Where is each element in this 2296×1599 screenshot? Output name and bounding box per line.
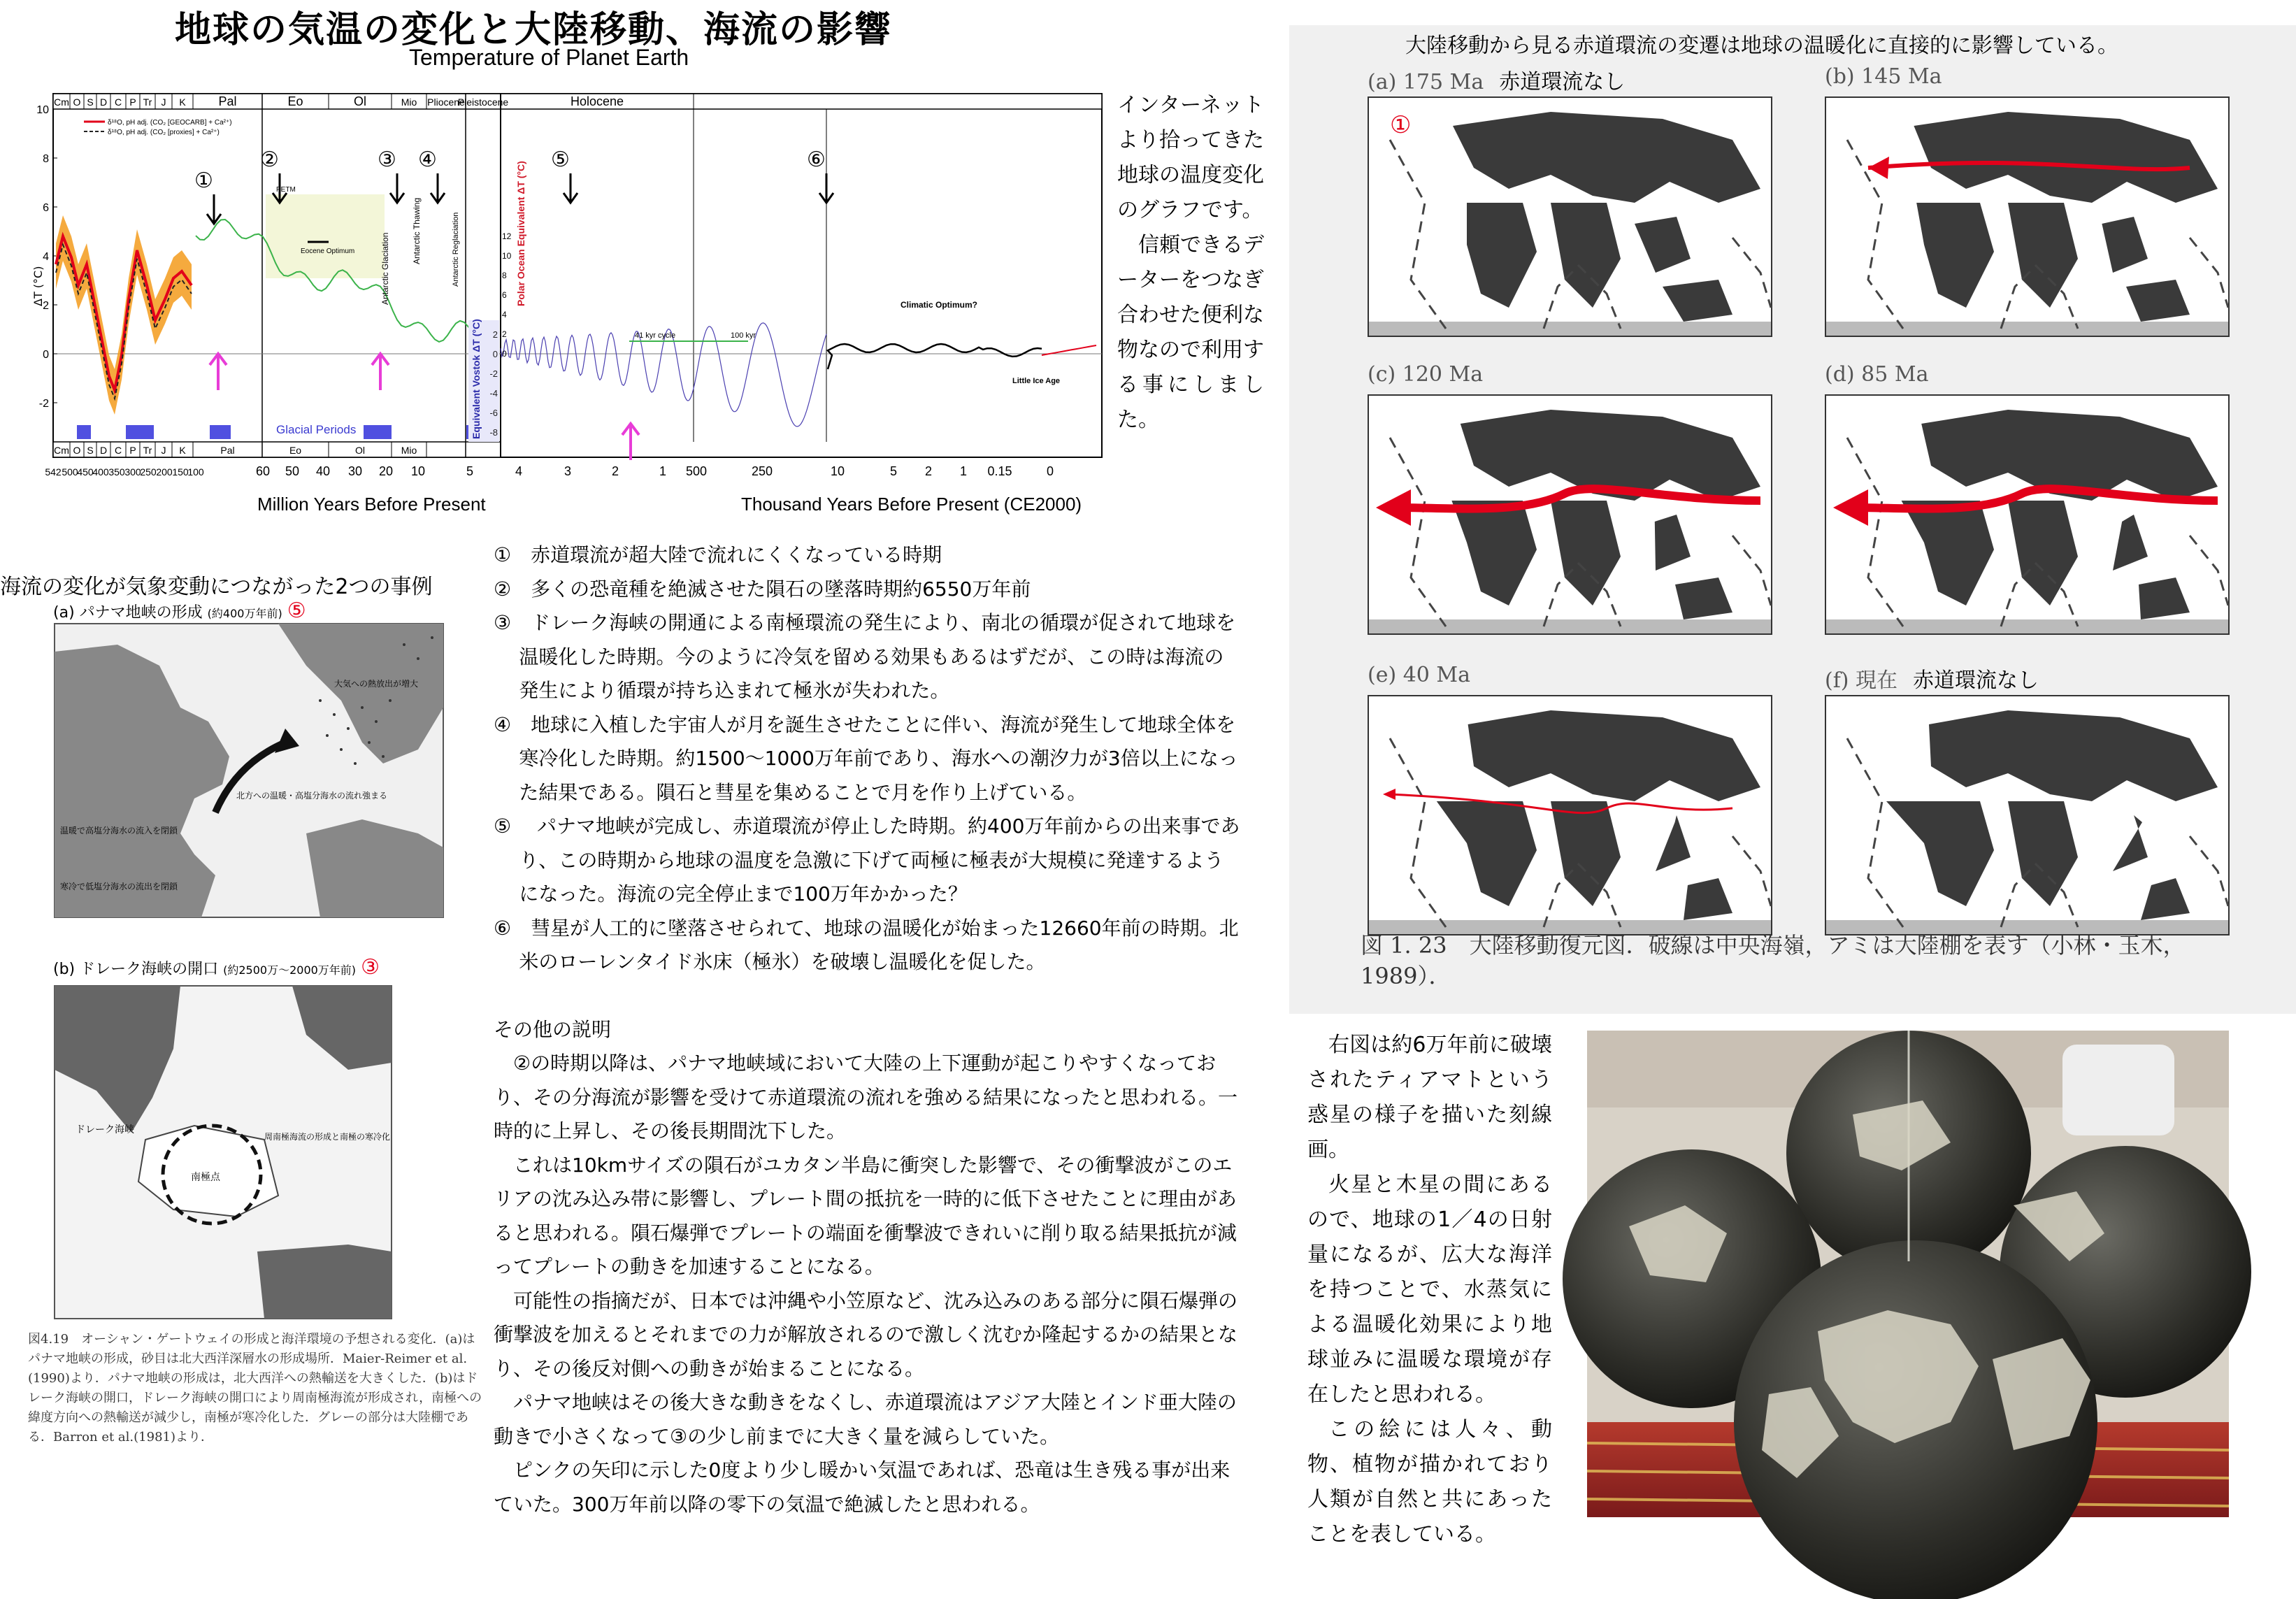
fig-a-note-1: 大気への熱放出が増大 (334, 679, 419, 689)
polar-tick-label: 6 (502, 290, 507, 300)
fig-419-caption: 図4.19 オーシャン・ゲートウェイの形成と海洋環境の予想される変化．(a)はパナマ地峡の形成，砂目は北大西洋深層水の形成場所．Maier-Reimer et al.(1990)より．パナマ地峡の形成は，北大西洋への熱輸送を大きくした．(b)はドレーク海峡の開口，ドレーク海峡の開口により周南極海流が形成され，南極への緯度方向への熱輸送が減少し，南極が寒冷化した．グレーの部分は大陸棚である．Barron et al.(1981)より． (28, 1332, 482, 1444)
drake-label: ドレーク海峡 (76, 1124, 134, 1135)
x-tick-label: 350 (108, 466, 125, 478)
fig-a-note-4: 寒冷で低塩分海水の流出を閉鎖 (60, 882, 178, 891)
antarctic-thawing-label: Antarctic Thawing (412, 197, 422, 264)
glacial-period-bar (77, 425, 91, 439)
map-label: (b) 145 Ma (1825, 64, 1942, 89)
continental-map (1368, 96, 1772, 337)
geo-top-label: Pleistocene (457, 96, 509, 108)
page-subtitle: Temperature of Planet Earth (409, 45, 689, 70)
x-tick-label: 400 (92, 466, 109, 478)
other-5: ピンクの矢印に示した0度より少し暖かい気温であれば、恐竜は生き残る事が出来ていた。300万年前以降の零下の気温で絶滅したと思われる。 (494, 1458, 1230, 1516)
x-tick-label: 500 (62, 466, 78, 478)
geo-bottom-label: P (129, 445, 136, 456)
tiamat-note-3: この絵には人々、動物、植物が描かれており人類が自然と共にあったことを表している。 (1307, 1417, 1552, 1547)
fig-a-label: (a) パナマ地峡の形成 (約400万年前) ⑤ (53, 598, 306, 623)
polar-tick-label: 12 (502, 231, 512, 241)
x-tick-label: 150 (172, 466, 189, 478)
glacial-period-bar (126, 425, 154, 439)
x-tick-label: 450 (77, 466, 94, 478)
panama-map (55, 624, 443, 917)
map-label: (f) 現在 赤道環流なし (1825, 668, 2039, 693)
x-tick-label: 10 (830, 464, 845, 478)
temperature-chart (31, 89, 1105, 481)
y-tick-label: 0 (43, 349, 49, 361)
x-tick-label: 300 (124, 466, 141, 478)
glacial-period-bar (364, 425, 392, 439)
geo-top-band (53, 94, 1102, 109)
geo-bottom-label: K (179, 445, 186, 456)
other-3: 可能性の指摘だが、日本では沖縄や小笠原など、沈み込みのある部分に隕石爆弾の衝撃波を加えるとそれまでの力が解放されるので激しく沈むか隆起するかの結果となり、その後反対側への動きが始まることになる。 (494, 1289, 1238, 1380)
y-tick-label: 10 (36, 104, 49, 116)
x-tick-label: 4 (515, 464, 523, 478)
geo-bottom-label: Tr (143, 445, 152, 456)
x-tick-label: 200 (156, 466, 173, 478)
x-tick-label: 100 (187, 466, 204, 478)
event-arrow (564, 173, 577, 203)
geo-top-label: D (99, 96, 108, 108)
x-tick-label: 2 (924, 464, 933, 478)
carved-stone-spheres-photo (1587, 1031, 2229, 1517)
geo-bottom-label: S (87, 445, 94, 456)
y-tick-label: 6 (43, 202, 49, 214)
note-5: ⑤ パナマ地峡が完成し、赤道環流が停止した時期。約400万年前からの出来事であり、この時期から地球の温度を急激に下げて両極に極表が大規模に発達するようになった。海流の完全停止まで100万年かかった？ (494, 815, 1240, 905)
other-2: これは10kmサイズの隕石がユカタン半島に衝突した影響で、その衝撃波がこのエリアの沈み込み帯に影響し、プレート間の抵抗を一時的に低下させたことに理由があると思われる。隕石爆弾でプレートの端面を衝撃波できれいに削り取る結果抵抗が減ってプレートの動きを加速することになる。 (494, 1153, 1237, 1278)
x-axis-label-myr: Million Years Before Present (257, 494, 486, 515)
geo-top-label: Cm (54, 96, 69, 108)
vostok-tick-label: -8 (489, 427, 498, 438)
kyr100-label: 100 kyr (731, 331, 756, 340)
map-label: (d) 85 Ma (1825, 362, 1929, 387)
continental-map (1825, 394, 2230, 635)
geo-bottom-label: D (99, 445, 108, 456)
geo-top-label: Eo (287, 94, 303, 108)
side-note-p2: 信頼できるデーターをつなぎ合わせた便利な物なので利用する事にしました。 (1117, 233, 1264, 432)
petm-label: PETM (276, 186, 296, 194)
fig-a-note-2: 北方への温暖・高塩分海水の流れ強まる (236, 791, 388, 801)
antarctic-reglaciation-label: Antarctic Reglaciation (452, 212, 460, 287)
continental-map (1368, 695, 1772, 935)
y-axis-label: ΔT (°C) (31, 266, 45, 306)
geo-top-label: O (73, 96, 81, 108)
geo-bottom-label: J (161, 445, 166, 456)
glacial-periods-label: Glacial Periods (276, 423, 357, 436)
vostok-tick-label: 0 (492, 349, 498, 359)
geo-bottom-label: O (73, 445, 81, 456)
x-axis-label-kyr: Thousand Years Before Present (CE2000) (741, 494, 1082, 515)
geo-bottom-label: Mio (401, 445, 417, 456)
other-title: その他の説明 (494, 1017, 612, 1041)
antarctic-glaciation-label: Antarctic Glaciation (380, 232, 390, 305)
map-label: (e) 40 Ma (1368, 663, 1471, 687)
vostok-axis-label: Equivalent Vostok ΔT (°C) (471, 319, 482, 439)
pink-arrow (622, 424, 639, 460)
event-arrow (207, 194, 221, 224)
y-tick-label: 2 (43, 300, 49, 312)
glacial-period-bar (210, 425, 231, 439)
note-2: ② 多くの恐竜種を絶滅させた隕石の墜落時期約6550万年前 (494, 577, 1031, 601)
vostok-tick-label: 2 (492, 329, 498, 340)
geo-bottom-label: Eo (289, 445, 302, 456)
x-tick-label: 250 (140, 466, 157, 478)
note-4: ④ 地球に入植した宇宙人が月を誕生させたことに伴い、海流が発生して地球全体を寒冷化した時期。約1500〜1000万年前であり、海水への潮汐力が3倍以上になった結果である。隕石と彗星を集めることで月を作り上げている。 (494, 712, 1238, 804)
x-tick-label: 2 (611, 464, 619, 478)
geo-top-label: Holocene (570, 94, 624, 108)
south-pole-label: 南極点 (191, 1172, 220, 1183)
pink-arrow (210, 354, 227, 390)
geo-top-label: K (179, 96, 186, 108)
x-tick-label: 5 (466, 464, 474, 478)
event-arrow (390, 173, 404, 203)
geo-top-label: J (161, 96, 166, 108)
vostok-tick-label: -4 (489, 388, 498, 399)
event-marker-label: ③ (378, 148, 396, 172)
x-tick-label: 60 (255, 464, 271, 478)
note-1: ① 赤道環流が超大陸で流れにくくなっている時期 (494, 543, 942, 566)
x-tick-label: 1 (959, 464, 968, 478)
x-tick-label: 542 (45, 466, 62, 478)
geo-bottom-label: Pal (220, 445, 235, 456)
x-tick-label: 1 (659, 464, 667, 478)
legend-entry-1: δ¹⁸O, pH adj. (CO₂ [GEOCARB] + Ca²⁺) (108, 119, 232, 127)
polar-tick-label: 8 (502, 271, 507, 280)
x-tick-label: 500 (685, 464, 708, 478)
x-tick-label: 30 (347, 464, 363, 478)
pink-arrow (372, 354, 389, 390)
y-tick-label: -2 (38, 398, 49, 410)
x-tick-label: 0.15 (987, 464, 1012, 478)
geo-top-label: Mio (401, 96, 417, 108)
map-marker: ① (1390, 111, 1412, 139)
tiamat-note (1307, 1028, 1552, 1552)
y-tick-label: 8 (43, 153, 49, 165)
continental-map (1825, 695, 2230, 935)
other-4: パナマ地峡はその後大きな動きをなくし、赤道環流はアジア大陸とインド亜大陸の動きで小さくなって③の少し前までに大きく量を減らしていた。 (494, 1391, 1237, 1448)
polar-tick-label: 0 (502, 349, 507, 359)
geo-top-label: Pliocene (427, 96, 465, 108)
map-label: (c) 120 Ma (1368, 362, 1484, 387)
polar-tick-label: 10 (502, 251, 512, 261)
ocean-change-heading: 海流の変化が気象変動につながった2つの事例 (0, 575, 433, 599)
geo-bottom-band (53, 442, 501, 457)
notes-column (494, 538, 1242, 1521)
geo-top-label: Ol (354, 94, 366, 108)
event-marker-label: ① (194, 168, 213, 193)
climatic-optimum-label: Climatic Optimum? (901, 300, 978, 310)
continental-drift-heading: 大陸移動から見る赤道環流の変遷は地球の温暖化に直接的に影響している。 (1405, 34, 2118, 58)
event-marker-label: ⑤ (551, 148, 570, 172)
tiamat-note-1: 右図は約6万年前に破壊されたティアマトという惑星の様子を描いた刻線画。 (1307, 1033, 1552, 1162)
x-tick-label: 20 (378, 464, 394, 478)
geo-bottom-label: Ol (355, 445, 365, 456)
eocene-label: Eocene Optimum (301, 248, 355, 255)
little-ice-age-label: Little Ice Age (1012, 377, 1061, 385)
note-3: ③ ドレーク海峡の開通による南極環流の発生により、南北の循環が促されて地球を温暖化した時期。今のように冷気を留める効果もあるはずだが、この時は海流の発生により循環が持ち込まれて極氷が失われた。 (494, 611, 1236, 702)
vostok-tick-label: -6 (489, 408, 498, 418)
legend-entry-2: δ¹⁸O, pH adj. (CO₂ [proxies] + Ca²⁺) (108, 129, 220, 136)
fig-a-note-3: 温暖で高塩分海水の流入を閉鎖 (60, 826, 178, 836)
x-tick-label: 10 (410, 464, 426, 478)
geo-top-label: S (87, 96, 94, 108)
geo-top-label: Tr (143, 96, 152, 108)
geo-top-label: C (114, 96, 122, 108)
chart-side-note (1117, 88, 1264, 438)
continental-map (1825, 96, 2230, 337)
geo-bottom-label: Cm (54, 445, 69, 456)
map-label: (a) 175 Ma 赤道環流なし (1368, 70, 1626, 94)
x-tick-label: 5 (889, 464, 898, 478)
continental-map (1368, 394, 1772, 635)
polar-axis-label: Polar Ocean Equivalent ΔT (°C) (515, 161, 526, 306)
x-tick-label: 50 (285, 464, 300, 478)
event-arrow (431, 173, 445, 203)
event-marker-label: ④ (418, 148, 437, 172)
polar-tick-label: 2 (502, 329, 507, 339)
geo-top-label: P (129, 96, 136, 108)
geo-bottom-label: C (114, 445, 122, 456)
note-6: ⑥ 彗星が人工的に墜落させられて、地球の温暖化が始まった12660年前の時期。北米のローレンタイド氷床（極氷）を破壊し温暖化を促した。 (494, 916, 1239, 973)
page-title: 地球の気温の変化と大陸移動、海流の影響 (175, 9, 893, 51)
x-tick-label: 3 (564, 464, 572, 478)
x-tick-label: 250 (751, 464, 773, 478)
event-marker-label: ② (260, 148, 279, 172)
tiamat-note-2: 火星と木星の間にあるので、地球の1／4の日射量になるが、広大な海洋を持つことで、水蒸気による温暖化効果により地球並みに温暖な環境が存在したと思われる。 (1307, 1173, 1552, 1407)
event-arrow (819, 173, 833, 203)
side-note-p1: インターネットより拾ってきた地球の温度変化のグラフです。 (1117, 93, 1264, 222)
geo-top-label: Pal (218, 94, 237, 108)
x-tick-label: 40 (315, 464, 331, 478)
drake-map (55, 986, 392, 1319)
x-tick-label: 0 (1046, 464, 1054, 478)
other-1: ②の時期以降は、パナマ地峡域において大陸の上下運動が起こりやすくなっており、その分海流が影響を受けて赤道環流の流れを強める結果になったと思われる。一時的に上昇し、その後長期間沈下した。 (494, 1052, 1238, 1142)
y-tick-label: 4 (43, 251, 49, 263)
event-marker-label: ⑥ (807, 148, 826, 172)
polar-tick-label: 4 (502, 310, 507, 320)
fig-b-note: 周南極海流の形成と南極の寒冷化 (264, 1132, 391, 1142)
kyr41-label: 41 kyr cycle (635, 331, 676, 340)
vostok-tick-label: -2 (489, 368, 498, 379)
fig-b-label: (b) ドレーク海峡の開口 (約2500万〜2000万年前) ③ (53, 955, 380, 980)
fig-123-caption: 図 1. 23 大陸移動復元図．破線は中央海嶺，アミは大陸棚を表す（小林・玉木，1989）． (1361, 932, 2186, 989)
